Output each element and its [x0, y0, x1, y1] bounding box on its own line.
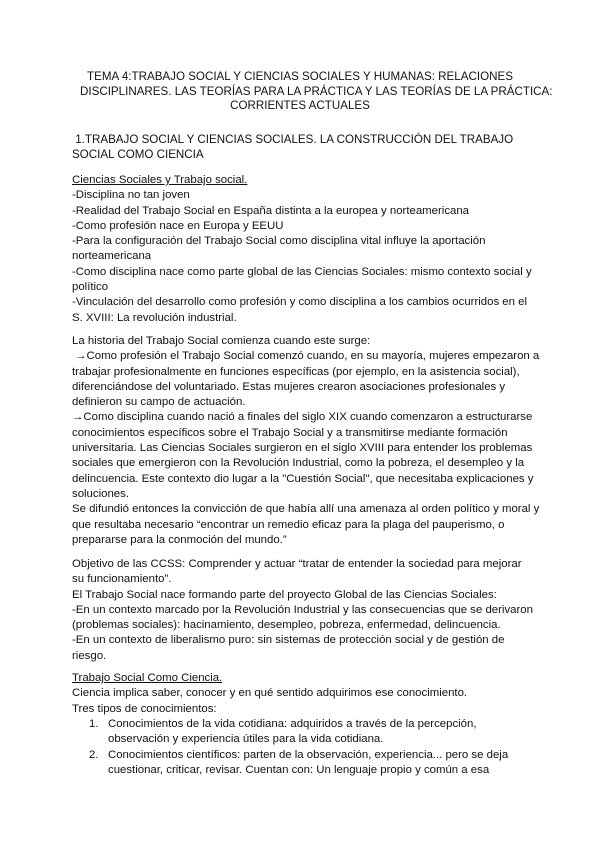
paragraph-line: trabajar profesionalmente en funciones específicas (por ejemplo, en la asistencia social), — [72, 365, 520, 378]
paragraph-line: delincuencia. Este contexto dio lugar a la "Cuestión Social", que necesitaba explicaciones y — [72, 472, 534, 485]
paragraph-line: su funcionamiento”. — [72, 573, 172, 586]
section-heading-line: 1.TRABAJO SOCIAL Y CIENCIAS SOCIALES. LA CONSTRUCCIÓN DEL TRABAJO — [72, 133, 514, 146]
paragraph-line: norteamericana — [72, 250, 152, 263]
list-item-line: observación y experiencia útiles para la vida cotidiana. — [108, 733, 384, 746]
list-item-line: cuestionar, criticar, revisar. Cuentan con: Un lenguaje propio y común a esa — [108, 763, 490, 776]
list-item — [72, 748, 532, 779]
paragraph-line: Ciencia implica saber, conocer y en qué sentido adquirimos ese conocimiento. — [72, 687, 468, 700]
paragraph-line: -Realidad del Trabajo Social en España distinta a la europea y norteamericana — [72, 204, 470, 217]
title-line: CORRIENTES ACTUALES — [230, 99, 370, 113]
paragraph-line: definieron su campo de actuación. — [72, 396, 246, 409]
paragraph-line: -En un contexto de liberalismo puro: sin sistemas de protección social y de gestión de — [72, 634, 505, 647]
paragraph-line: -Disciplina no tan joven — [72, 189, 190, 202]
knowledge-types-list — [72, 717, 532, 778]
paragraph-line: diferenciándose del voluntariado. Estas mujeres crearon asociaciones profesionales y — [72, 380, 506, 393]
list-item-number: 2. — [89, 748, 99, 761]
paragraph-line: sociales que emergieron con la Revolución Industrial, como la pobreza, el desempleo y la — [72, 457, 525, 470]
subheading-trabajo-social-ciencia: Trabajo Social Como Ciencia. — [72, 672, 223, 684]
paragraph-line: Objetivo de las CCSS: Comprender y actuar “tratar de entender la sociedad para mejorar — [72, 558, 522, 570]
document-title — [80, 70, 553, 114]
paragraph-line: La historia del Trabajo Social comienza cuando este surge: — [72, 335, 371, 347]
paragraph-line: prepararse para la conmoción del mundo.” — [72, 533, 287, 546]
paragraph-line: -Para la configuración del Trabajo Social como disciplina vital influye la aportación — [72, 235, 486, 248]
paragraph-line: -En un contexto marcado por la Revolución Industrial y las consecuencias que se derivaron — [72, 603, 533, 616]
paragraph-line: -Como disciplina nace como parte global de las Ciencias Sociales: mismo contexto social y — [72, 265, 532, 278]
paragraph-line: político — [72, 281, 109, 294]
paragraph-line: riesgo. — [72, 649, 107, 662]
title-line: DISCIPLINARES. LAS TEORÍAS PARA LA PRÁCTICA Y LAS TEORÍAS DE LA PRÁCTICA: — [80, 84, 553, 98]
list-item-number: 1. — [89, 718, 99, 730]
list-item-line: Conocimientos científicos: parten de la observación, experiencia... pero se deja — [108, 748, 509, 761]
historia-block — [72, 334, 540, 548]
paragraph-line: -Vinculación del desarrollo como profesión y como disciplina a los cambios ocurridos en el — [72, 296, 528, 309]
paragraph-line: soluciones. — [72, 487, 129, 500]
section-heading — [72, 133, 532, 162]
paragraph-line: (problemas sociales): hacinamiento, desempleo, pobreza, enfermedad, delincuencia. — [72, 619, 501, 632]
paragraph-line: S. XVIII: La revolución industrial. — [72, 311, 237, 324]
paragraph-line: →Como profesión el Trabajo Social comenzó cuando, en su mayoría, mujeres empezaron a — [72, 350, 540, 363]
paragraph-line: Tres tipos de conocimientos: — [72, 702, 217, 715]
section-heading-line: SOCIAL COMO CIENCIA — [72, 147, 204, 161]
paragraph-line: -Como profesión nace en Europa y EEUU — [72, 219, 284, 232]
paragraph-line: que resultaba necesario “encontrar un remedio eficaz para la plaga del pauperismo, o — [72, 518, 505, 531]
list-item — [72, 717, 532, 748]
objetivo-block — [72, 557, 532, 664]
paragraph-line: →Como disciplina cuando nació a finales del siglo XIX cuando comenzaron a estructurarse — [72, 411, 533, 424]
title-line: TEMA 4:TRABAJO SOCIAL Y CIENCIAS SOCIALES Y HUMANAS: RELACIONES — [87, 70, 513, 83]
paragraph-line: El Trabajo Social nace formando parte del proyecto Global de las Ciencias Sociales: — [72, 588, 497, 601]
trabajo-social-ciencia-block — [72, 671, 532, 717]
paragraph-line: universitaria. Las Ciencias Sociales surgieron en el siglo XVIII para entender los problemas — [72, 442, 533, 455]
paragraph-line: Se difundió entonces la convicción de que había allí una amenaza al orden político y moral y — [72, 503, 540, 516]
list-item-line: Conocimientos de la vida cotidiana: adquiridos a través de la percepción, — [108, 718, 477, 730]
subheading-ciencias-sociales: Ciencias Sociales y Trabajo social. — [72, 174, 248, 186]
paragraph-line: conocimientos específicos sobre el Trabajo Social y a transmitirse mediante formación — [72, 426, 508, 439]
ciencias-sociales-block — [72, 173, 532, 326]
